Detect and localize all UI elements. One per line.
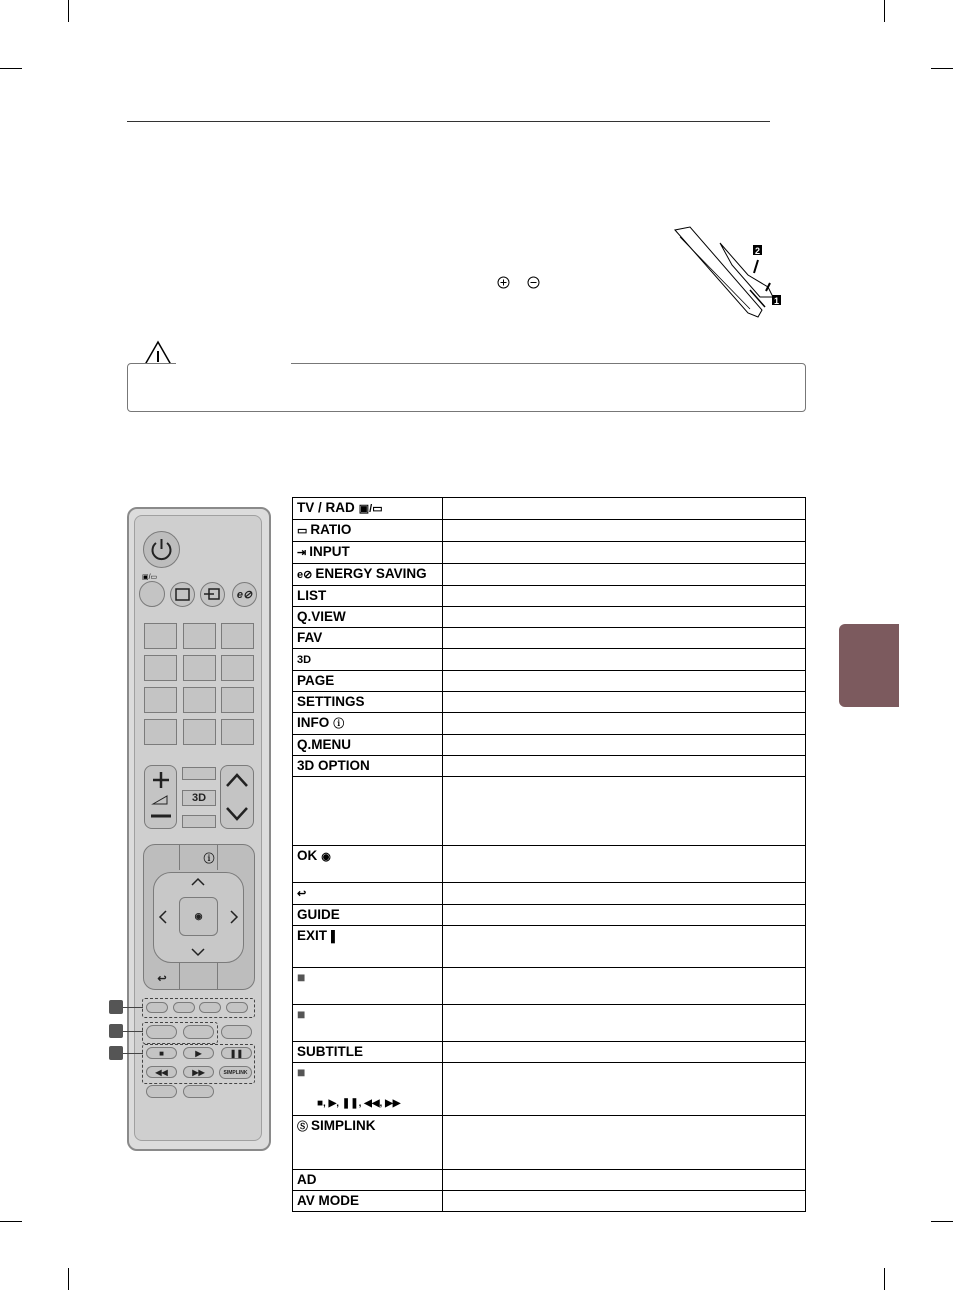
button-name: FAV xyxy=(297,630,323,645)
ad-key[interactable] xyxy=(146,1085,177,1098)
button-name-cell xyxy=(293,498,443,520)
table-row xyxy=(293,735,806,756)
table-row xyxy=(293,671,806,692)
button-name: ENERGY SAVING xyxy=(315,566,427,581)
button-name-cell xyxy=(293,564,443,586)
number-key[interactable] xyxy=(221,687,254,713)
badge-3-icon: ■ xyxy=(297,1064,306,1080)
crop-mark xyxy=(931,68,953,69)
table-row xyxy=(293,564,806,586)
button-description xyxy=(443,926,806,968)
table-row xyxy=(293,777,806,846)
button-description xyxy=(443,1005,806,1042)
button-name-cell xyxy=(293,713,443,735)
button-name: GUIDE xyxy=(297,907,340,922)
exit-divider xyxy=(217,963,218,990)
t-opt-key[interactable] xyxy=(183,1025,214,1039)
table-row xyxy=(293,607,806,628)
button-name-cell xyxy=(293,756,443,777)
3d-icon: 3D xyxy=(297,654,312,666)
table-row xyxy=(293,649,806,671)
table-row xyxy=(293,905,806,926)
crop-mark xyxy=(68,1268,69,1290)
input-button[interactable] xyxy=(200,582,225,607)
button-description xyxy=(443,777,806,846)
av-mode-key[interactable] xyxy=(183,1085,214,1098)
button-name: RATIO xyxy=(310,522,352,537)
button-name-cell xyxy=(293,968,443,1005)
pause-icon: ❚❚ xyxy=(229,1048,244,1058)
energy-saving-button[interactable] xyxy=(232,582,257,607)
ok-button[interactable] xyxy=(179,897,218,936)
button-name-cell xyxy=(293,649,443,671)
button-name-cell xyxy=(293,735,443,756)
table-row xyxy=(293,692,806,713)
ok-icon: ◉ xyxy=(194,911,203,921)
button-description xyxy=(443,520,806,542)
mute-button[interactable] xyxy=(182,815,216,828)
volume-rocker[interactable] xyxy=(144,765,177,829)
button-description xyxy=(443,564,806,586)
rewind-key[interactable] xyxy=(146,1066,177,1078)
settings-divider xyxy=(179,844,180,870)
button-description xyxy=(443,1191,806,1212)
button-description xyxy=(443,1042,806,1063)
table-row xyxy=(293,883,806,905)
table-row xyxy=(293,1042,806,1063)
button-name-cell xyxy=(293,1116,443,1170)
button-name-cell xyxy=(293,1063,443,1116)
table-row xyxy=(293,586,806,607)
teletext-key[interactable] xyxy=(146,1025,177,1039)
button-description xyxy=(443,607,806,628)
button-description xyxy=(443,671,806,692)
table-row xyxy=(293,846,806,883)
button-name: AD xyxy=(297,1172,317,1187)
badge-2-icon xyxy=(109,1024,123,1038)
button-name: 3D OPTION xyxy=(297,758,370,773)
button-name-cell xyxy=(293,883,443,905)
crop-mark xyxy=(884,1268,885,1290)
button-name: Q.VIEW xyxy=(297,609,346,624)
simplink-icon: Ⓢ xyxy=(297,1121,308,1133)
number-key[interactable] xyxy=(144,655,177,681)
button-name-cell xyxy=(293,692,443,713)
simplink-label: SIMPLINK xyxy=(223,1069,248,1076)
number-key[interactable] xyxy=(144,687,177,713)
button-name: INFO xyxy=(297,715,330,730)
yellow-key[interactable] xyxy=(199,1002,221,1013)
ratio-button[interactable] xyxy=(170,582,195,607)
circle-minus-icon xyxy=(527,276,540,289)
button-name: PAGE xyxy=(297,673,335,688)
stop-key[interactable] xyxy=(146,1047,177,1059)
button-name-cell xyxy=(293,586,443,607)
energy-saving-icon: e⊘ xyxy=(297,569,313,581)
number-key[interactable] xyxy=(221,719,254,745)
button-name: SETTINGS xyxy=(297,694,365,709)
button-description xyxy=(443,883,806,905)
button-description xyxy=(443,713,806,735)
play-key[interactable] xyxy=(183,1047,214,1059)
button-name: INPUT xyxy=(309,544,350,559)
button-name-cell xyxy=(293,520,443,542)
3d-button[interactable] xyxy=(182,790,216,806)
button-table xyxy=(292,497,806,1212)
button-description xyxy=(443,968,806,1005)
chapter-tab xyxy=(839,624,899,707)
badge-3-icon xyxy=(109,1046,123,1060)
number-key[interactable] xyxy=(183,623,216,649)
table-row xyxy=(293,1191,806,1212)
exit-icon: ▌ xyxy=(331,931,339,943)
table-row xyxy=(293,1063,806,1116)
pause-key[interactable] xyxy=(221,1047,252,1059)
button-name-cell xyxy=(293,905,443,926)
button-name-cell xyxy=(293,846,443,883)
number-key[interactable] xyxy=(144,719,177,745)
energy-saving-icon: e⊘ xyxy=(236,589,253,601)
caution-box xyxy=(127,363,806,412)
button-name: Q.MENU xyxy=(297,737,351,752)
button-description xyxy=(443,735,806,756)
button-name-cell xyxy=(293,777,443,846)
button-name: LIST xyxy=(297,588,327,603)
simplink-key[interactable] xyxy=(219,1066,252,1079)
crop-mark xyxy=(0,68,22,69)
subtitle-button[interactable] xyxy=(221,1025,252,1039)
3d-icon: 3D xyxy=(191,792,207,804)
button-description xyxy=(443,628,806,649)
table-row xyxy=(293,968,806,1005)
info-icon: ⓘ xyxy=(333,718,345,730)
input-icon: ⇥ xyxy=(297,547,307,559)
fast-forward-icon: ▶▶ xyxy=(192,1067,205,1077)
button-name: SUBTITLE xyxy=(297,1044,363,1059)
number-key[interactable] xyxy=(221,623,254,649)
button-name-cell xyxy=(293,1005,443,1042)
button-description xyxy=(443,542,806,564)
table-row xyxy=(293,756,806,777)
button-description xyxy=(443,846,806,883)
table-row xyxy=(293,520,806,542)
back-icon: ↩ xyxy=(297,888,307,900)
button-description xyxy=(443,649,806,671)
button-name: AV MODE xyxy=(297,1193,360,1208)
ratio-icon: ▭ xyxy=(297,525,308,537)
button-name-cell xyxy=(293,926,443,968)
crop-mark xyxy=(0,1221,22,1222)
badge-2-icon: ■ xyxy=(297,1006,306,1022)
caution-header-gap xyxy=(176,360,291,368)
svg-text:2: 2 xyxy=(755,246,761,256)
button-name-cell xyxy=(293,1191,443,1212)
circle-plus-icon xyxy=(497,276,510,289)
table-row xyxy=(293,498,806,520)
number-key[interactable] xyxy=(183,687,216,713)
crop-mark xyxy=(931,1221,953,1222)
button-description xyxy=(443,498,806,520)
button-description xyxy=(443,692,806,713)
button-name-cell xyxy=(293,1170,443,1191)
number-key[interactable] xyxy=(183,719,216,745)
qmenu-divider xyxy=(217,844,218,870)
button-name-cell xyxy=(293,671,443,692)
button-description xyxy=(443,1063,806,1116)
battery-cover-icon xyxy=(670,225,785,320)
svg-text:1: 1 xyxy=(774,296,780,306)
number-key[interactable] xyxy=(144,623,177,649)
number-key[interactable] xyxy=(183,655,216,681)
tv-radio-icon: ▣/▭ xyxy=(142,574,158,581)
table-row xyxy=(293,1005,806,1042)
power-button[interactable] xyxy=(143,531,180,568)
green-key[interactable] xyxy=(173,1002,195,1013)
button-name-cell xyxy=(293,542,443,564)
rewind-icon: ◀◀ xyxy=(155,1067,168,1077)
button-name: EXIT xyxy=(297,928,328,943)
media-keys-label: ■, ▶, ❚❚, ◀◀, ▶▶ xyxy=(317,1098,401,1109)
blue-key[interactable] xyxy=(226,1002,248,1013)
button-description xyxy=(443,1116,806,1170)
page-rocker[interactable] xyxy=(220,765,254,829)
info-icon: ⓘ xyxy=(203,853,215,865)
button-name: TV / RAD xyxy=(297,500,355,515)
header-rule xyxy=(127,121,770,122)
fav-button[interactable] xyxy=(182,767,216,780)
badge-connector xyxy=(123,1031,143,1032)
fast-forward-key[interactable] xyxy=(183,1066,214,1078)
badge-1-icon: ■ xyxy=(297,969,306,985)
red-key[interactable] xyxy=(146,1002,168,1013)
tv-rad-button[interactable] xyxy=(139,581,165,607)
table-row xyxy=(293,628,806,649)
table-row xyxy=(293,713,806,735)
table-row xyxy=(293,926,806,968)
button-name-cell xyxy=(293,607,443,628)
button-name-cell xyxy=(293,1042,443,1063)
number-key[interactable] xyxy=(221,655,254,681)
ok-icon: ◉ xyxy=(321,851,331,863)
button-name-cell xyxy=(293,628,443,649)
button-name: OK xyxy=(297,848,318,863)
guide-divider xyxy=(179,963,180,990)
button-description xyxy=(443,905,806,926)
badge-connector xyxy=(123,1053,143,1054)
badge-1-icon xyxy=(109,1000,123,1014)
button-description xyxy=(443,1170,806,1191)
play-icon: ▶ xyxy=(195,1048,202,1058)
tv-radio-icon: ▣/▭ xyxy=(358,503,383,515)
stop-icon: ■ xyxy=(159,1048,164,1058)
button-description xyxy=(443,586,806,607)
table-row xyxy=(293,1116,806,1170)
crop-mark xyxy=(884,0,885,22)
table-row xyxy=(293,542,806,564)
badge-connector xyxy=(123,1007,143,1008)
button-description xyxy=(443,756,806,777)
button-name: SIMPLINK xyxy=(311,1118,376,1133)
crop-mark xyxy=(68,0,69,22)
back-icon: ↩ xyxy=(157,972,167,985)
table-row xyxy=(293,1170,806,1191)
